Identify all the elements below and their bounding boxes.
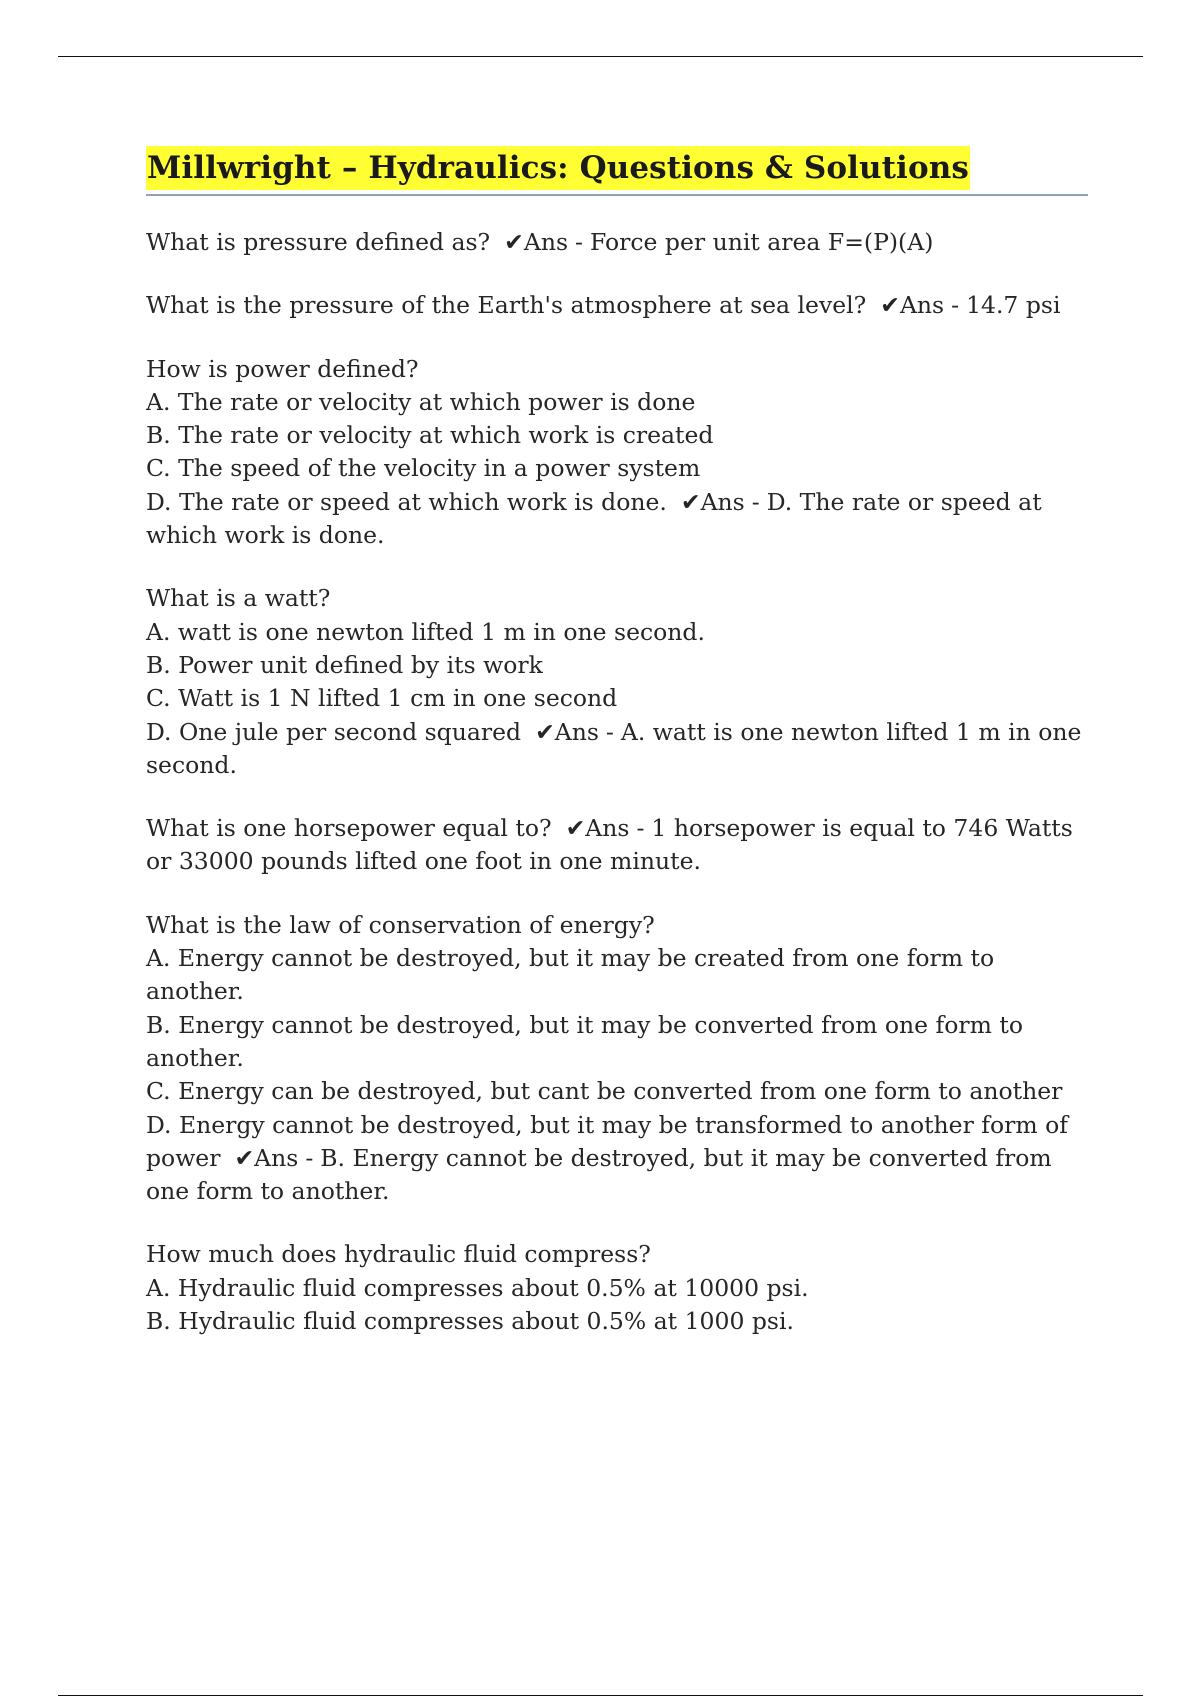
qa-item [146,1238,1088,1338]
answer-option: B. Hydraulic fluid compresses about 0.5% at 1000 psi. [146,1307,794,1336]
qa-item [146,909,1088,1209]
answer-option [146,1109,1088,1209]
answer-check-icon: ✔Ans [234,1143,299,1172]
title-underline [146,194,1088,196]
answer-option-text: D. The rate or speed at which work is done. [146,487,667,516]
qa-item [146,353,1088,553]
answer-option: B. The rate or velocity at which work is created [146,421,714,450]
answer-separator: - [951,291,960,320]
answer-text: D. The rate or speed at which work is done. [146,487,1042,550]
qa-item [146,812,1088,879]
question-text: How is power defined? [146,354,419,383]
answer-check-icon: ✔Ans [680,487,745,516]
document-body [146,146,1088,1368]
question-text [146,289,1088,322]
answer-separator: - [305,1143,314,1172]
answer-option: B. Energy cannot be destroyed, but it may be converted from one form to another. [146,1010,1023,1072]
question-text [146,226,1088,259]
answer-check-icon: ✔Ans [565,814,630,843]
answer-option: C. Watt is 1 N lifted 1 cm in one second [146,684,618,713]
qa-list [146,226,1088,1338]
question-text-text: What is the pressure of the Earth's atmosphere at sea level? [146,291,867,320]
answer-option: A. Hydraulic fluid compresses about 0.5% at 10000 psi. [146,1273,809,1302]
answer-option: B. Power unit defined by its work [146,650,543,679]
question-text-text: What is pressure defined as? [146,228,491,256]
question-text: What is a watt? [146,584,331,613]
document-title: Millwright – Hydraulics: Questions & Solutions [146,146,970,190]
question-text: What is the law of conservation of energy? [146,910,655,939]
question-text: How much does hydraulic fluid compress? [146,1240,651,1269]
answer-option-text: D. Energy cannot be destroyed, but it may be transformed to another form of power [146,1110,1068,1172]
answer-text: 1 horsepower is equal to 746 Watts or 33000 pounds lifted one foot in one minute. [146,814,1073,876]
answer-option: A. watt is one newton lifted 1 m in one second. [146,617,705,646]
answer-option: A. The rate or velocity at which power is done [146,387,696,416]
answer-option: C. The speed of the velocity in a power system [146,454,701,483]
page-bottom-rule [58,1695,1143,1696]
answer-option [146,486,1088,553]
qa-item [146,582,1088,782]
answer-check-icon: ✔Ans [504,228,569,256]
answer-separator: - [605,717,614,746]
qa-item [146,289,1088,322]
question-text-text: What is one horsepower equal to? [146,814,552,843]
question-text [146,812,1088,879]
answer-option-text: D. One jule per second squared [146,717,522,746]
answer-check-icon: ✔Ans [880,291,945,320]
answer-separator: - [751,487,760,516]
answer-text: 14.7 psi [966,291,1061,320]
answer-text: A. watt is one newton lifted 1 m in one second. [146,717,1082,779]
qa-item [146,226,1088,259]
page-top-rule [58,56,1143,57]
answer-option: C. Energy can be destroyed, but cant be converted from one form to another [146,1077,1063,1106]
answer-text: Force per unit area F=(P)(A) [589,228,934,256]
answer-separator: - [636,814,645,843]
answer-text: B. Energy cannot be destroyed, but it may be converted from one form to another. [146,1143,1052,1206]
answer-check-icon: ✔Ans [535,717,599,746]
answer-option: A. Energy cannot be destroyed, but it may be created from one form to another. [146,944,995,1006]
answer-option [146,716,1088,783]
answer-separator: - [575,228,583,256]
